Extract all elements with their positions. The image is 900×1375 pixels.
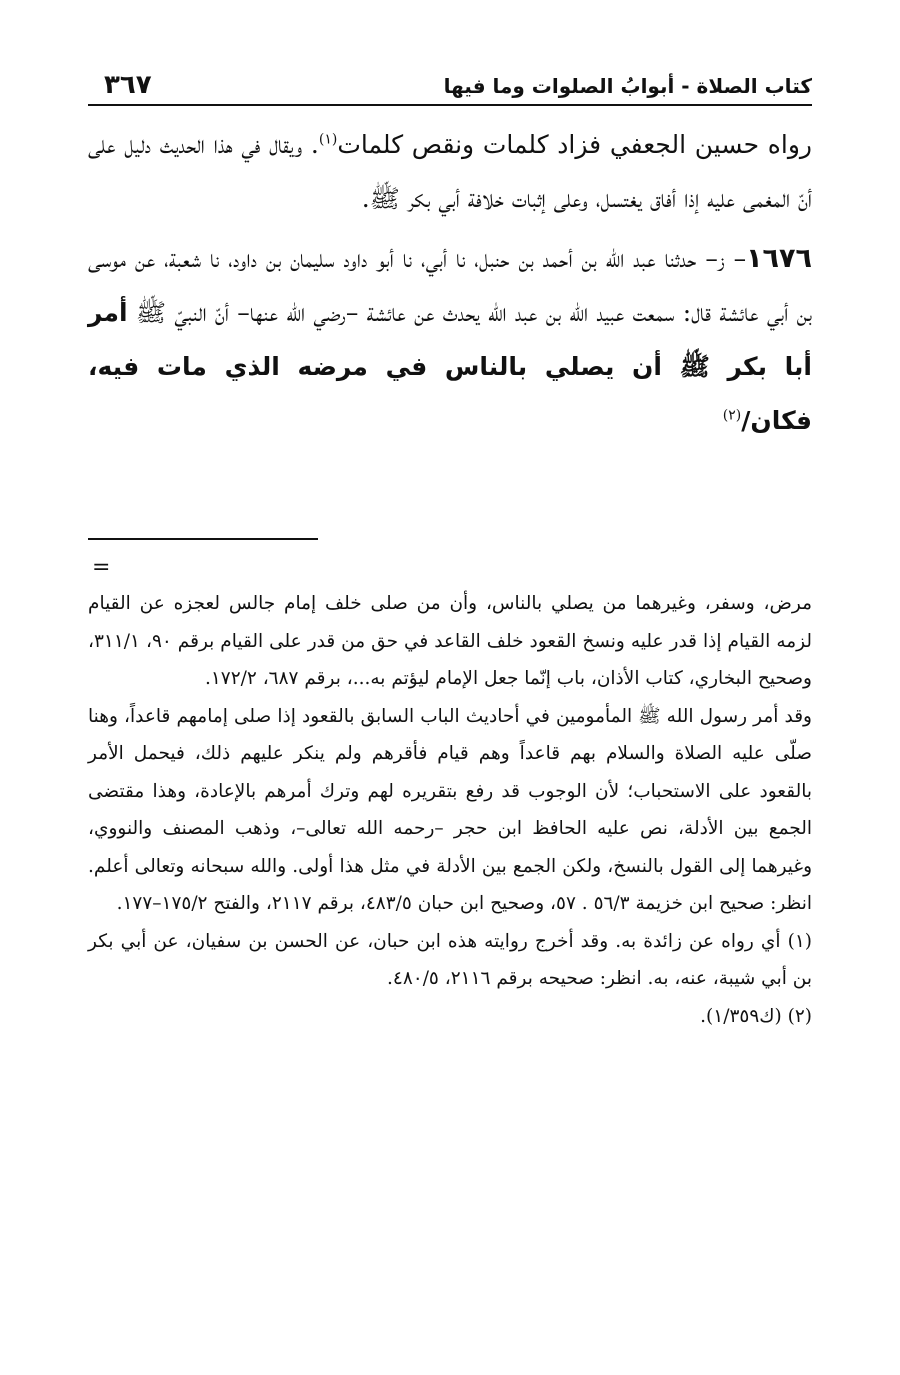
paragraph-hadith xyxy=(88,232,812,448)
main-text xyxy=(88,118,812,448)
header-title: كتاب الصلاة - أبوابُ الصلوات وما فيها xyxy=(443,74,812,98)
header-rule xyxy=(88,104,812,106)
paragraph-commentary xyxy=(88,118,812,226)
footnote-ref-1: (١) xyxy=(318,131,338,148)
page-number: ٣٦٧ xyxy=(104,70,152,100)
running-header xyxy=(88,70,812,104)
footnote-1: (١) أي رواه عن زائدة به. وقد أخرج روايته هذه ابن حبان، عن الحسن بن سفيان، عن أبي بكر بن أبي شيبة، عنه، به. انظر: صحيحه برقم ٢١١٦، ٤٨٠/٥. xyxy=(88,930,812,989)
footnote-continued-1: مرض، وسفر، وغيرهما من يصلي بالناس، وأن من صلى خلف إمام جالس لعجزه عن القيام لزمه القيام إذا قدر عليه ونسخ القعود خلف القاعد في حق من قدر على القيام برقم ٩٠، ٣١١/١، وصحيح البخاري، كتاب الأذان، باب إنّما جعل الإمام ليؤتم به...، برقم ٦٨٧، ١٧٢/٢. xyxy=(88,593,812,689)
hadith-number: ١٦٧٦ xyxy=(746,243,812,274)
paragraph-commentary-tail: . ويقال في هذا الحديث دليل على أنّ المغمى عليه إذا أفاق يغتسل، وعلى إثبات خلافة أبي بكر ﷺ. xyxy=(88,130,812,213)
footnote-2: (٢) (ك١/٣٥٩). xyxy=(700,1005,812,1027)
footnotes xyxy=(88,585,812,1035)
footnote-rule xyxy=(88,538,318,540)
hadith-bold-text: أمر أبا بكر ﷺ أن يصلي بالناس في مرضه الذي مات فيه، فكان/ xyxy=(88,298,812,435)
footnote-continued-2: وقد أمر رسول الله ﷺ المأمومين في أحاديث الباب السابق بالقعود إذا صلى إمامهم قاعداً، وهنا صلّى عليه الصلاة والسلام بهم قاعداً وهم قيام فأقرهم ولم ينكر عليهم ذلك، فيحمل الأمر بالقعود على الاستحباب؛ لأن الوجوب قد رفع بتقريره لهم وترك أمرهم بالإعادة، وهذا مقتضى الجمع بين الأدلة، نص عليه الحافظ ابن حجر –رحمه الله تعالى–، وذهب المصنف والنووي، وغيرهما إلى القول بالنسخ، ولكن الجمع بين الأدلة في مثل هذا أولى. والله سبحانه وتعالى أعلم. انظر: صحيح ابن خزيمة ٥٦/٣ . ٥٧، وصحيح ابن حبان ٤٨٣/٥، برقم ٢١١٧، والفتح ١٧٥/٢–١٧٧. xyxy=(88,705,812,914)
continuation-mark: = xyxy=(92,555,111,580)
hadith-text: – ز– حدثنا عبد الله بن أحمد بن حنبل، نا أبي، نا أبو داود سليمان بن داود، نا شعبة، عن موسى بن أبي عائشة قال: سمعت عبيد الله بن عبد الله يحدث عن عائشة –رضي الله عنها– أنّ النبيّ ﷺ xyxy=(88,244,813,327)
paragraph-commentary-text: رواه حسين الجعفي فزاد كلمات ونقص كلمات xyxy=(337,130,812,159)
footnote-ref-2: (٢) xyxy=(722,407,742,424)
